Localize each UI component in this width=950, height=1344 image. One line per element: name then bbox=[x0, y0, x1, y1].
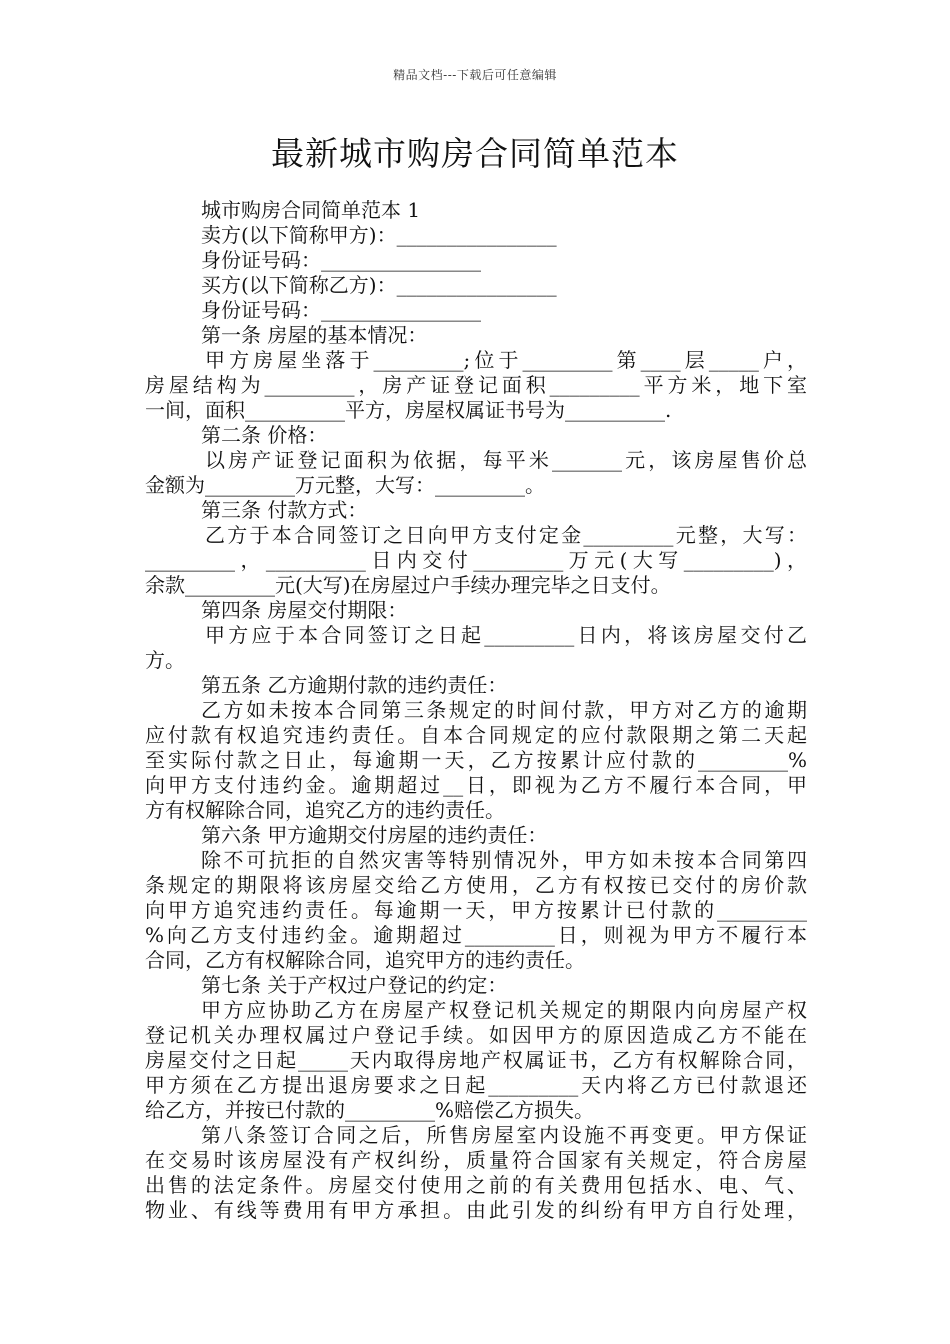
body-line: 至实际付款之日止，每逾期一天，乙方按累计应付款的_________% bbox=[145, 748, 807, 772]
body-line: 买方(以下简称乙方)：________________ bbox=[201, 273, 557, 297]
body-line: 一间，面积__________平方，房屋权属证书号为__________. bbox=[145, 398, 672, 422]
body-line: 余款_________元(大写)在房屋过户手续办理完毕之日支付。 bbox=[145, 573, 671, 597]
body-line: 第四条 房屋交付期限： bbox=[201, 598, 408, 622]
body-line: 给乙方，并按已付款的_________%赔偿乙方损失。 bbox=[145, 1098, 595, 1122]
body-line: 除不可抗拒的自然灾害等特别情况外，甲方如未按本合同第四 bbox=[201, 848, 807, 872]
body-line: 甲方须在乙方提出退房要求之日起_________天内将乙方已付款退还 bbox=[145, 1073, 807, 1097]
contract-body bbox=[145, 198, 807, 1223]
body-line: 甲方应于本合同签订之日起_________日内，将该房屋交付乙 bbox=[205, 623, 807, 647]
body-line: 卖方(以下简称甲方)：________________ bbox=[201, 223, 557, 247]
body-line: 合同，乙方有权解除合同，追究甲方的违约责任。 bbox=[145, 948, 585, 972]
body-line: 乙方于本合同签订之日向甲方支付定金_________元整，大写： bbox=[205, 523, 807, 547]
body-line: 方。 bbox=[145, 648, 185, 672]
body-line: 身份证号码：________________ bbox=[201, 248, 481, 272]
body-line: 城市购房合同简单范本 1 bbox=[201, 198, 421, 222]
body-line: 方有权解除合同，追究乙方的违约责任。 bbox=[145, 798, 505, 822]
body-line: 第七条 关于产权过户登记的约定： bbox=[201, 973, 508, 997]
body-line: 向甲方支付违约金。逾期超过__日，即视为乙方不履行本合同，甲 bbox=[145, 773, 807, 797]
body-line: 登记机关办理权属过户登记手续。如因甲方的原因造成乙方不能在 bbox=[145, 1023, 807, 1047]
body-line: 物业、有线等费用有甲方承担。由此引发的纠纷有甲方自行处理， bbox=[145, 1198, 807, 1222]
body-line: 条规定的期限将该房屋交给乙方使用，乙方有权按已交付的房价款 bbox=[145, 873, 807, 897]
body-line: _________，__________日内交付_________万元(大写_________)， bbox=[145, 548, 807, 572]
body-line: 第二条 价格： bbox=[201, 423, 328, 447]
body-line: 甲方应协助乙方在房屋产权登记机关规定的期限内向房屋产权 bbox=[201, 998, 807, 1022]
body-line: 第三条 付款方式： bbox=[201, 498, 368, 522]
body-line: 身份证号码：________________ bbox=[201, 298, 481, 322]
page-header: 精品文档---下载后可任意编辑 bbox=[393, 68, 557, 82]
body-line: 以房产证登记面积为依据，每平米_______元，该房屋售价总 bbox=[205, 448, 807, 472]
body-line: 第五条 乙方逾期付款的违约责任： bbox=[201, 673, 508, 697]
body-line: 金额为_________万元整，大写：_________。 bbox=[145, 473, 545, 497]
body-line: 乙方如未按本合同第三条规定的时间付款，甲方对乙方的逾期 bbox=[201, 698, 807, 722]
body-line: 向甲方追究违约责任。每逾期一天，甲方按累计已付款的_________ bbox=[145, 898, 807, 922]
body-line: %向乙方支付违约金。逾期超过_________日，则视为甲方不履行本 bbox=[145, 923, 807, 947]
body-line: 房屋结构为_________，房产证登记面积_________平方米，地下室 bbox=[145, 373, 807, 397]
body-line: 出售的法定条件。房屋交付使用之前的有关费用包括水、电、气、 bbox=[145, 1173, 807, 1197]
body-line: 第八条签订合同之后，所售房屋室内设施不再变更。甲方保证 bbox=[201, 1123, 807, 1147]
body-line: 在交易时该房屋没有产权纠纷，质量符合国家有关规定，符合房屋 bbox=[145, 1148, 807, 1172]
body-line: 应付款有权追究违约责任。自本合同规定的应付款限期之第二天起 bbox=[145, 723, 807, 747]
body-line: 第一条 房屋的基本情况： bbox=[201, 323, 428, 347]
body-line: 房屋交付之日起_____天内取得房地产权属证书，乙方有权解除合同， bbox=[145, 1048, 807, 1072]
document-title: 最新城市购房合同简单范本 bbox=[271, 134, 679, 173]
body-line: 甲方房屋坐落于_________;位于_________第____层_____户， bbox=[205, 348, 807, 372]
body-line: 第六条 甲方逾期交付房屋的违约责任： bbox=[201, 823, 548, 847]
